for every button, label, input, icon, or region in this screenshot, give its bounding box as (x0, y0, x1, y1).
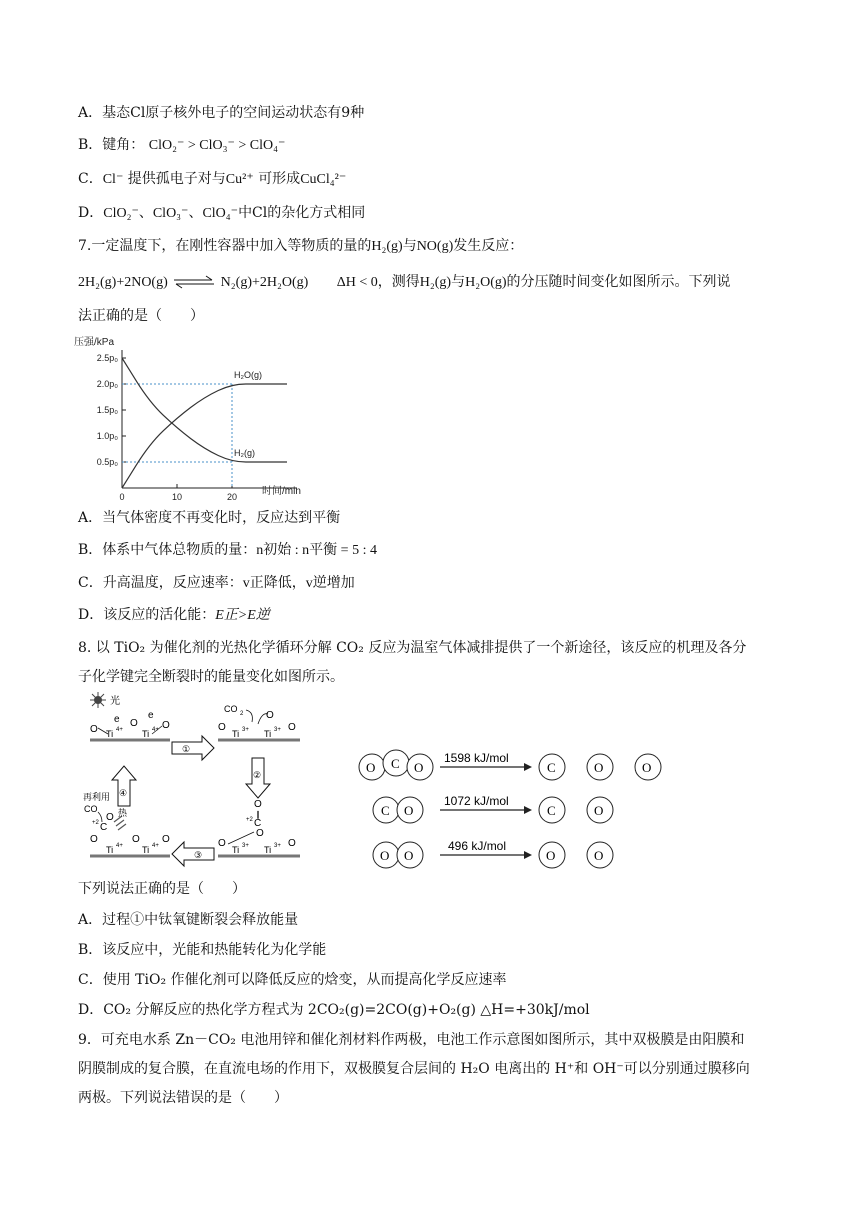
q8-stem-line1: 8. 以 TiO₂ 为催化剂的光热化学循环分解 CO₂ 反应为温室气体减排提供了一个新途径，该反应的机理及各分 (78, 640, 747, 656)
o2-row (373, 839, 613, 868)
chart-y-axis-label: 压强/kPa (74, 337, 115, 348)
y-tick-label: 2.5p₀ (96, 353, 118, 363)
energy-co2: 1598 kJ/mol (444, 751, 509, 765)
svg-text:O: O (90, 834, 98, 845)
q6-option-d-expr: ClO₂⁻、ClO₃⁻、ClO₄⁻ (103, 206, 239, 221)
q9-line2: 阴膜制成的复合膜，在直流电场的作用下，双极膜复合层间的 H₂O 电离出的 H⁺和 OH⁻可以分别通过膜移向 (78, 1061, 750, 1077)
q7-option-a: A．当气体密度不再变化时，反应达到平衡 (78, 510, 341, 526)
svg-text:4+: 4+ (152, 843, 159, 849)
q7-option-b (78, 540, 377, 561)
series-line-h2 (122, 358, 287, 462)
q6-option-c-complex: CuCl₄²⁻ (300, 172, 347, 187)
q9-line3: 两极。下列说法错误的是（ ） (78, 1090, 288, 1106)
q7-option-b-expr: n初始 : n平衡 = 5 : 4 (256, 543, 377, 558)
svg-text:O: O (218, 838, 226, 849)
svg-text:e: e (148, 710, 154, 721)
step-4-arrow (112, 766, 136, 806)
q6-option-c-ion: Cl⁻ (102, 172, 124, 187)
q7-stem1-no: NO(g) (416, 239, 454, 254)
svg-text:O: O (366, 760, 376, 775)
heat-icon (114, 816, 126, 830)
svg-text:3+: 3+ (274, 727, 281, 733)
svg-text:+2: +2 (92, 820, 99, 826)
partial-pressure-chart (72, 334, 322, 500)
svg-text:O: O (404, 848, 414, 863)
svg-text:O: O (414, 760, 424, 775)
q6-option-c-cu: Cu²⁺ (225, 172, 254, 187)
svg-text:O: O (266, 710, 274, 721)
svg-text:O: O (594, 803, 604, 818)
q7-eq-left: 2H₂(g)+2NO(g) (78, 275, 168, 290)
q6-option-c-label: C． (78, 171, 103, 187)
step-3-arrow (172, 842, 214, 866)
state-bottom-right (218, 799, 300, 856)
q6-option-b-expr: ClO₂⁻ > ClO₃⁻ > ClO₄⁻ (148, 138, 286, 153)
step-3-label: ③ (194, 850, 203, 860)
svg-text:2: 2 (240, 711, 244, 717)
chart-x-axis-label: 时间/min (262, 486, 301, 497)
svg-text:O: O (288, 838, 296, 849)
q7-stem2-c: 的分压随时间变化如图所示。下列说 (506, 274, 731, 290)
q7-stem2-a: ，测得 (377, 274, 420, 290)
svg-text:Ti: Ti (106, 845, 114, 855)
svg-text:Ti: Ti (142, 729, 150, 739)
q8-option-c: C．使用 TiO₂ 作催化剂可以降低反应的焓变，从而提高化学反应速率 (78, 972, 507, 988)
svg-text:O: O (404, 803, 414, 818)
co-row (373, 794, 613, 823)
q6-option-c (78, 169, 346, 190)
svg-text:O: O (642, 760, 652, 775)
q6-option-c-text2: 可形成 (258, 171, 301, 187)
y-tick-label: 1.5p₀ (96, 405, 118, 415)
svg-text:O: O (162, 834, 170, 845)
svg-text:4+: 4+ (116, 727, 123, 733)
svg-text:O: O (218, 722, 226, 733)
q7-eq-dh: ΔH < 0 (336, 275, 378, 290)
series-label-h2o: H₂O(g) (234, 370, 262, 380)
co2-row (359, 750, 661, 780)
svg-text:3+: 3+ (242, 843, 249, 849)
q6-option-b-label: B．键角： (78, 137, 145, 153)
svg-text:CO: CO (224, 704, 238, 714)
svg-text:O: O (546, 848, 556, 863)
svg-text:O: O (132, 834, 140, 845)
q7-stem2-b: 与 (451, 274, 466, 290)
light-label: 光 (110, 696, 120, 707)
reuse-label: 再利用 (83, 792, 111, 802)
q6-option-d-text: 中Cl的杂化方式相同 (238, 205, 366, 221)
q7-stem-line3: 法正确的是（ ） (78, 308, 204, 324)
q8-option-a: A．过程①中钛氧键断裂会释放能量 (78, 912, 299, 928)
q7-stem1-a: 7.一定温度下，在刚性容器中加入等物质的量的 (78, 238, 372, 254)
svg-text:O: O (380, 848, 390, 863)
svg-text:Ti: Ti (232, 729, 240, 739)
svg-text:O: O (162, 720, 170, 731)
svg-text:∥: ∥ (256, 810, 260, 819)
svg-text:3+: 3+ (274, 843, 281, 849)
svg-text:Ti: Ti (264, 845, 272, 855)
q7-stem2-h2: H₂(g) (419, 275, 452, 290)
q6-option-b (78, 135, 285, 156)
svg-text:3+: 3+ (242, 727, 249, 733)
svg-text:C: C (391, 756, 400, 771)
svg-text:O: O (594, 848, 604, 863)
step-4-label: ④ (119, 788, 128, 798)
q9-line1: 9．可充电水系 Zn－CO₂ 电池用锌和催化剂材料作两极，电池工作示意图如图所示，其中双极膜是由阳膜和 (78, 1032, 745, 1048)
step-2-label: ② (253, 770, 262, 780)
y-tick-label: 2.0p₀ (96, 379, 118, 389)
series-line-h2o (122, 384, 287, 488)
energy-o2: 496 kJ/mol (448, 839, 507, 853)
x-tick-label: 20 (226, 492, 238, 500)
svg-text:C: C (254, 818, 262, 829)
svg-text:Ti: Ti (264, 729, 272, 739)
svg-text:C: C (100, 822, 108, 833)
svg-text:O: O (256, 828, 264, 839)
svg-text:CO: CO (84, 804, 98, 814)
svg-text:Ti: Ti (142, 845, 150, 855)
q7-eq-right: N₂(g)+2H₂O(g) (220, 275, 309, 290)
q6-option-d (78, 203, 365, 224)
svg-text:C: C (547, 803, 556, 818)
svg-text:4+: 4+ (152, 727, 159, 733)
bond-energy-figure (354, 745, 674, 875)
svg-text:C: C (547, 760, 556, 775)
q7-stem-line1 (78, 236, 523, 257)
q7-option-d-expr: E正>E逆 (215, 608, 270, 623)
step-2-arrow (246, 758, 270, 798)
q8-option-d: D．CO₂ 分解反应的热化学方程式为 2CO₂(g)=2CO(g)+O₂(g) △H=+30kJ/mol (78, 1002, 590, 1018)
x-tick-label: 10 (171, 492, 183, 500)
state-top-left (90, 692, 170, 740)
energy-co: 1072 kJ/mol (444, 794, 509, 808)
svg-text:C: C (381, 803, 390, 818)
q6-option-a: A．基态Cl原子核外电子的空间运动状态有9种 (78, 105, 365, 121)
state-top-right (218, 704, 300, 740)
step-1-label: ① (182, 744, 191, 754)
y-tick-label: 0.5p₀ (96, 457, 118, 467)
step-1-arrow (172, 736, 214, 760)
equilibrium-arrow-icon (172, 275, 216, 289)
q6-option-c-text1: 提供孤电子对与 (127, 171, 226, 187)
heat-label: 热 (118, 808, 128, 818)
q7-option-d (78, 605, 270, 626)
svg-text:+2: +2 (246, 817, 253, 823)
series-label-h2: H₂(g) (234, 448, 255, 458)
q7-stem1-b: 与 (402, 238, 417, 254)
svg-text:O: O (106, 812, 114, 823)
q8-question: 下列说法正确的是（ ） (78, 881, 246, 897)
svg-text:O: O (254, 799, 262, 810)
y-tick-label: 1.0p₀ (96, 431, 118, 441)
svg-text:Ti: Ti (232, 845, 240, 855)
q7-equation-line (78, 272, 731, 293)
mechanism-cycle-figure (78, 690, 310, 870)
svg-text:O: O (90, 724, 98, 735)
q7-option-d-label: D．该反应的活化能： (78, 607, 216, 623)
q7-stem1-h2: H₂(g) (371, 239, 403, 254)
light-icon (90, 692, 106, 708)
svg-text:O: O (594, 760, 604, 775)
svg-text:Ti: Ti (106, 729, 114, 739)
q7-option-b-label: B．体系中气体总物质的量： (78, 542, 257, 558)
x-tick-label: 0 (119, 492, 125, 500)
q7-option-c-mid: 降低， (263, 575, 306, 591)
q7-option-c-post: 增加 (326, 575, 355, 591)
q7-option-c-vreverse: v逆 (305, 576, 327, 591)
q8-option-b: B．该反应中，光能和热能转化为化学能 (78, 942, 327, 958)
svg-text:O: O (288, 722, 296, 733)
q7-stem2-h2o: H₂O(g) (465, 275, 507, 290)
q7-stem1-c: 发生反应： (453, 238, 524, 254)
q6-option-d-label: D． (78, 205, 104, 221)
q7-option-c (78, 573, 355, 594)
svg-text:4+: 4+ (116, 843, 123, 849)
q8-stem-line2: 子化学键完全断裂时的能量变化如图所示。 (78, 669, 344, 685)
svg-text:O: O (130, 718, 138, 729)
q7-option-c-label: C．升高温度，反应速率： (78, 575, 243, 591)
svg-text:e: e (114, 714, 120, 725)
q7-option-c-vforward: v正 (242, 576, 264, 591)
